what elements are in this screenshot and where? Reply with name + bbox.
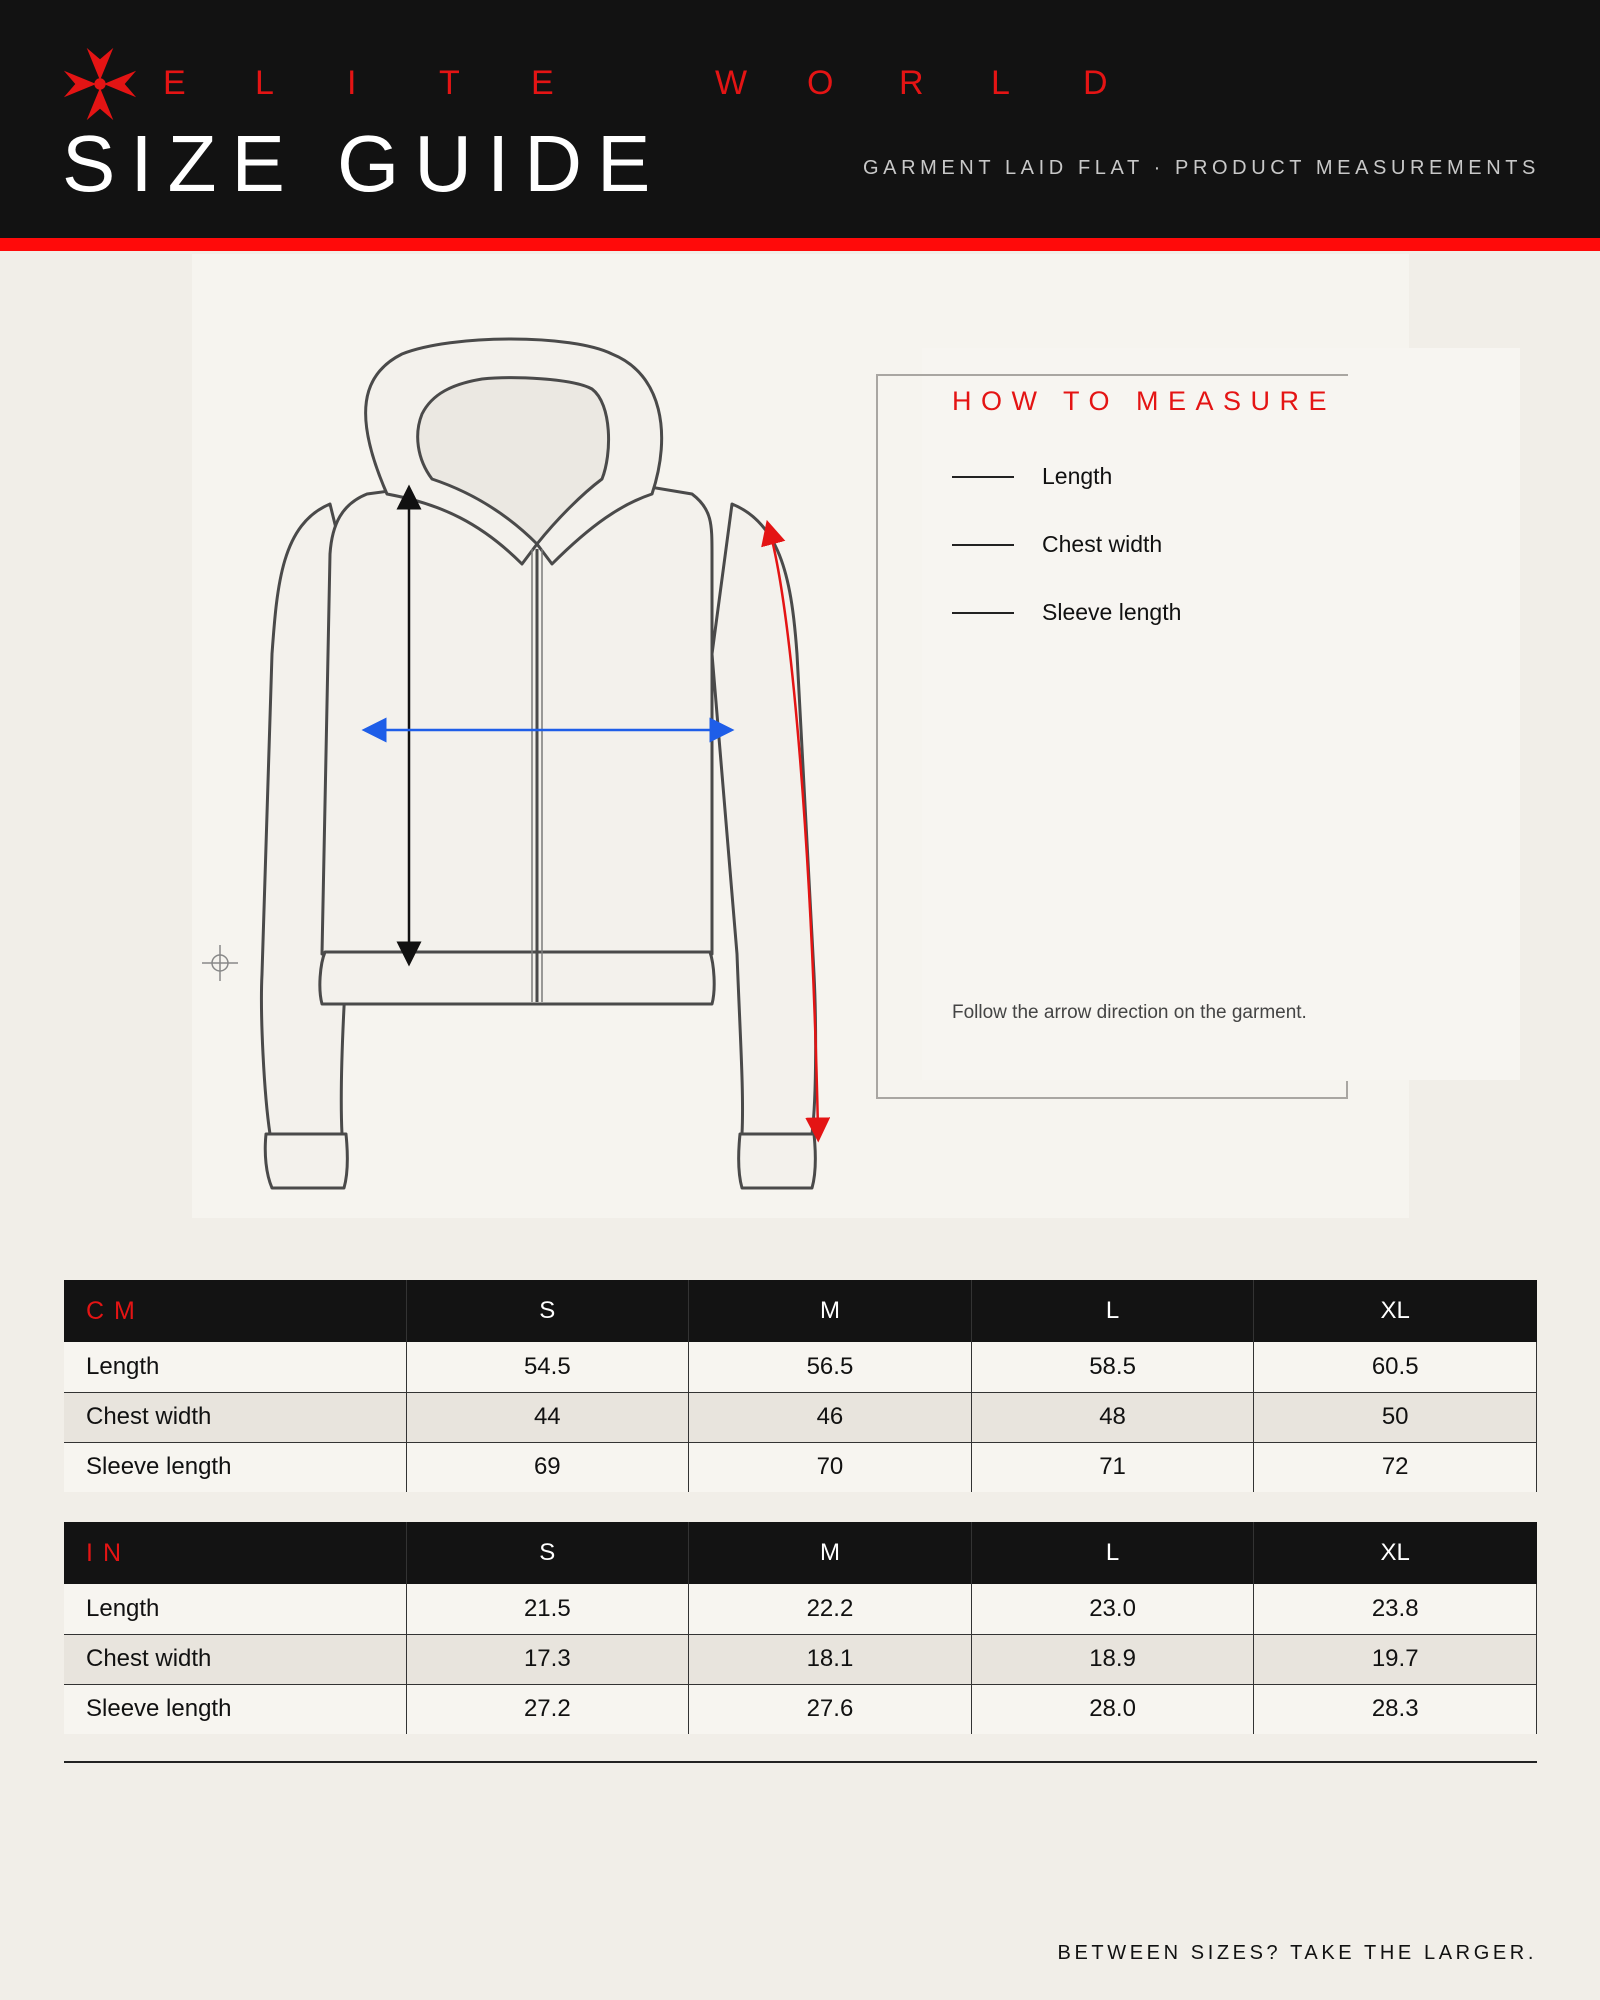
table-cell: 17.3 [406, 1634, 689, 1684]
legend-label: Chest width [1042, 531, 1163, 557]
how-to-measure-note: Follow the arrow direction on the garment. [952, 1002, 1307, 1023]
unit-label: IN [86, 1538, 131, 1567]
legend-line [952, 612, 1014, 614]
table-header-row [64, 1522, 1537, 1584]
brand-letter: O [807, 64, 834, 102]
legend-line [952, 544, 1014, 546]
size-table-cm [64, 1280, 1537, 1492]
row-label: Sleeve length [64, 1442, 406, 1492]
table-cell: 56.5 [689, 1342, 972, 1392]
table-cell: 28.0 [971, 1684, 1254, 1734]
table-cell: 70 [689, 1442, 972, 1492]
table-cell: 46 [689, 1392, 972, 1442]
legend-label: Sleeve length [1042, 599, 1182, 625]
table-cell: 48 [971, 1392, 1254, 1442]
row-label: Length [86, 1352, 160, 1380]
size-header: L [971, 1522, 1254, 1584]
table-header-row [64, 1280, 1537, 1342]
table-row [64, 1392, 1537, 1442]
brand-letter: I [347, 64, 357, 102]
row-label: Sleeve length [64, 1684, 406, 1734]
table-cell: 44 [406, 1392, 689, 1442]
size-header: M [689, 1522, 972, 1584]
table-cell: 21.5 [406, 1584, 689, 1634]
brand-name [163, 64, 1175, 103]
hoodie-illustration [192, 254, 912, 1218]
table-cell: 27.6 [689, 1684, 972, 1734]
header [0, 0, 1600, 238]
table-cell: 58.5 [971, 1342, 1254, 1392]
row-label: Chest width [64, 1392, 406, 1442]
brand-letter: R [899, 64, 924, 102]
size-header: S [406, 1522, 689, 1584]
table-row [64, 1342, 1537, 1392]
footer-note: BETWEEN SIZES? TAKE THE LARGER. [1057, 1942, 1537, 1964]
accent-bar [0, 238, 1600, 251]
size-header: L [971, 1280, 1254, 1342]
size-header: S [406, 1280, 689, 1342]
how-to-measure-title: HOW TO MEASURE [952, 386, 1337, 416]
table-cell: 60.5 [1254, 1342, 1537, 1392]
unit-label: CM [86, 1296, 145, 1325]
legend-line [952, 476, 1014, 478]
brand-letter: E [163, 64, 186, 102]
legend-item-length [952, 463, 1112, 490]
table-row [64, 1442, 1537, 1492]
table-cell: 71 [971, 1442, 1254, 1492]
row-label: Chest width [64, 1634, 406, 1684]
row-label: Length [86, 1594, 160, 1622]
hoodie-drawing [261, 339, 815, 1188]
table-cell: 27.2 [406, 1684, 689, 1734]
table-row [64, 1684, 1537, 1734]
brand-letter: W [715, 64, 748, 102]
legend-item-sleeve-length [952, 599, 1181, 626]
brand-letter: D [1083, 64, 1108, 102]
table-cell: 19.7 [1254, 1634, 1537, 1684]
maltese-cross-logo-icon [62, 46, 138, 122]
size-header: XL [1254, 1522, 1537, 1584]
legend-item-chest-width [952, 531, 1162, 558]
size-header: M [689, 1280, 972, 1342]
table-cell: 23.8 [1254, 1584, 1537, 1634]
page-title: SIZE GUIDE [62, 119, 666, 208]
brand-letter: L [991, 64, 1010, 102]
brand-letter [623, 64, 715, 103]
table-cell: 72 [1254, 1442, 1537, 1492]
table-cell: 22.2 [689, 1584, 972, 1634]
page-subtitle: GARMENT LAID FLAT · PRODUCT MEASUREMENTS [862, 157, 1540, 179]
table-row [64, 1634, 1537, 1684]
table-cell: 18.9 [971, 1634, 1254, 1684]
table-cell: 18.1 [689, 1634, 972, 1684]
table-cell: 54.5 [406, 1342, 689, 1392]
table-cell: 50 [1254, 1392, 1537, 1442]
table-cell: 23.0 [971, 1584, 1254, 1634]
size-table-in [64, 1522, 1537, 1734]
brand-letter: L [255, 64, 274, 102]
size-header: XL [1254, 1280, 1537, 1342]
divider [64, 1761, 1537, 1763]
brand-letter: T [439, 64, 460, 102]
table-cell: 28.3 [1254, 1684, 1537, 1734]
brand-letter: E [531, 64, 554, 102]
legend-label: Length [1042, 463, 1113, 489]
table-row [64, 1584, 1537, 1634]
registration-mark-icon [202, 945, 238, 981]
table-cell: 69 [406, 1442, 689, 1492]
